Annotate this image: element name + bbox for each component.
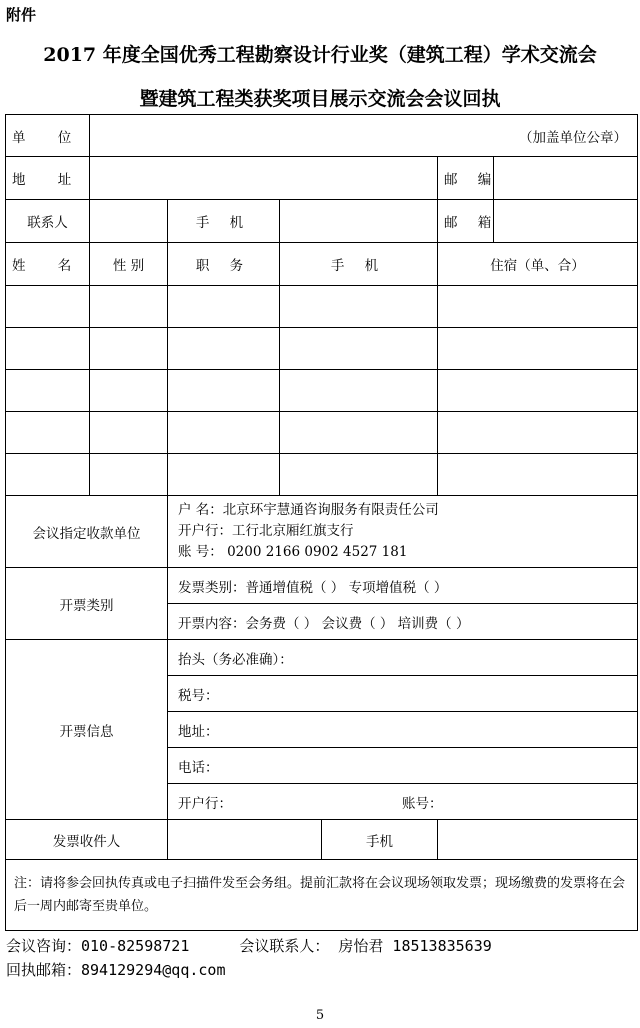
consult-phone: 会议咨询：010-82598721 [6, 937, 190, 955]
attendee-mobile-cell[interactable] [280, 412, 438, 454]
attendee-mobile-cell[interactable] [280, 328, 438, 370]
email-label: 邮 箱 [438, 200, 494, 243]
attendee-row [6, 454, 638, 496]
attendee-position-cell[interactable] [168, 328, 280, 370]
address-field[interactable] [90, 157, 438, 200]
contact-field[interactable] [90, 200, 168, 243]
bank-name: 开户行：工行北京厢红旗支行 [178, 523, 354, 539]
page-subtitle: 暨建筑工程类获奖项目展示交流会会议回执 [139, 88, 501, 110]
invoice-phone-field[interactable]: 电话： [168, 748, 637, 784]
page-number: 5 [315, 1008, 325, 1023]
invoice-bank-account-field[interactable] [168, 784, 637, 820]
postcode-label: 邮 编 [438, 157, 494, 200]
invoice-info-label: 开票信息 [6, 640, 168, 820]
attendee-position-cell[interactable] [168, 454, 280, 496]
address-row [6, 157, 638, 200]
invoice-bank-field: 开户行： [178, 795, 232, 812]
col-name-header: 姓 名 [6, 243, 90, 286]
attendee-accommodation-cell[interactable] [438, 412, 638, 454]
note-row [6, 860, 638, 931]
contact-mobile-field[interactable] [280, 200, 438, 243]
recipient-label: 发票收件人 [6, 820, 168, 860]
invoice-address-field[interactable]: 地址： [168, 712, 637, 748]
email-field[interactable] [494, 200, 638, 243]
col-accommodation-header: 住宿（单、合） [438, 243, 638, 286]
attendee-position-cell[interactable] [168, 370, 280, 412]
attendee-mobile-cell[interactable] [280, 454, 438, 496]
payment-details [168, 496, 638, 568]
attendee-accommodation-cell[interactable] [438, 454, 638, 496]
account-number: 账 号： 0200 2166 0902 4527 181 [178, 544, 408, 560]
seal-hint: （加盖单位公章） [519, 129, 628, 146]
col-mobile-header: 手 机 [280, 243, 438, 286]
attendee-row [6, 286, 638, 328]
unit-row [6, 115, 638, 157]
attendee-position-cell[interactable] [168, 286, 280, 328]
attendee-row [6, 328, 638, 370]
attendee-accommodation-cell[interactable] [438, 370, 638, 412]
unit-label: 单 位 [6, 115, 90, 157]
col-position-header: 职 务 [168, 243, 280, 286]
payment-row [6, 496, 638, 568]
recipient-row [6, 820, 638, 860]
attendee-name-cell[interactable] [6, 370, 90, 412]
unit-field[interactable] [90, 115, 638, 157]
attendee-name-cell[interactable] [6, 286, 90, 328]
tax-number-field[interactable]: 税号： [168, 676, 637, 712]
contact-mobile-label: 手 机 [168, 200, 280, 243]
attachment-label: 附件 [6, 6, 37, 24]
col-gender-header: 性 别 [90, 243, 168, 286]
invoice-type-row [6, 568, 638, 640]
footer-line-2 [6, 959, 226, 980]
account-name: 户 名：北京环宇慧通咨询服务有限责任公司 [178, 502, 439, 518]
invoice-account-field: 账号： [402, 795, 443, 812]
contact-person: 会议联系人： 房怡君 18513835639 [239, 937, 492, 955]
attendee-gender-cell[interactable] [90, 454, 168, 496]
attendee-header-row [6, 243, 638, 286]
postcode-field[interactable] [494, 157, 638, 200]
payment-label: 会议指定收款单位 [6, 496, 168, 568]
attendee-position-cell[interactable] [168, 412, 280, 454]
attendee-accommodation-cell[interactable] [438, 328, 638, 370]
attendee-name-cell[interactable] [6, 412, 90, 454]
attendee-name-cell[interactable] [6, 328, 90, 370]
footer-line-1 [6, 935, 492, 956]
attendee-gender-cell[interactable] [90, 328, 168, 370]
invoice-info-row [6, 640, 638, 820]
attendee-row [6, 412, 638, 454]
attendee-gender-cell[interactable] [90, 412, 168, 454]
invoice-category-field[interactable]: 发票类别：普通增值税（ ） 专项增值税（ ） [168, 568, 637, 604]
attendee-accommodation-cell[interactable] [438, 286, 638, 328]
contact-label: 联系人 [6, 200, 90, 243]
attendee-gender-cell[interactable] [90, 286, 168, 328]
receipt-email: 回执邮箱：894129294@qq.com [6, 961, 226, 979]
invoice-title-field[interactable]: 抬头（务必准确）： [168, 640, 637, 676]
attendee-mobile-cell[interactable] [280, 370, 438, 412]
note-text: 注：请将参会回执传真或电子扫描件发至会务组。提前汇款将在会议现场领取发票；现场缴费的发票将在会后一周内邮寄至贵单位。 [6, 860, 638, 931]
attendee-gender-cell[interactable] [90, 370, 168, 412]
invoice-content-field[interactable]: 开票内容：会务费（ ） 会议费（ ） 培训费（ ） [178, 615, 470, 632]
recipient-mobile-field[interactable] [438, 820, 638, 860]
page-title: 2017 年度全国优秀工程勘察设计行业奖（建筑工程）学术交流会 [43, 44, 597, 66]
receipt-form [5, 114, 638, 931]
contact-row [6, 200, 638, 243]
recipient-mobile-label: 手机 [322, 820, 438, 860]
invoice-type-label: 开票类别 [6, 568, 168, 640]
attendee-row [6, 370, 638, 412]
address-label: 地 址 [6, 157, 90, 200]
attendee-name-cell[interactable] [6, 454, 90, 496]
recipient-name-field[interactable] [168, 820, 322, 860]
attendee-mobile-cell[interactable] [280, 286, 438, 328]
